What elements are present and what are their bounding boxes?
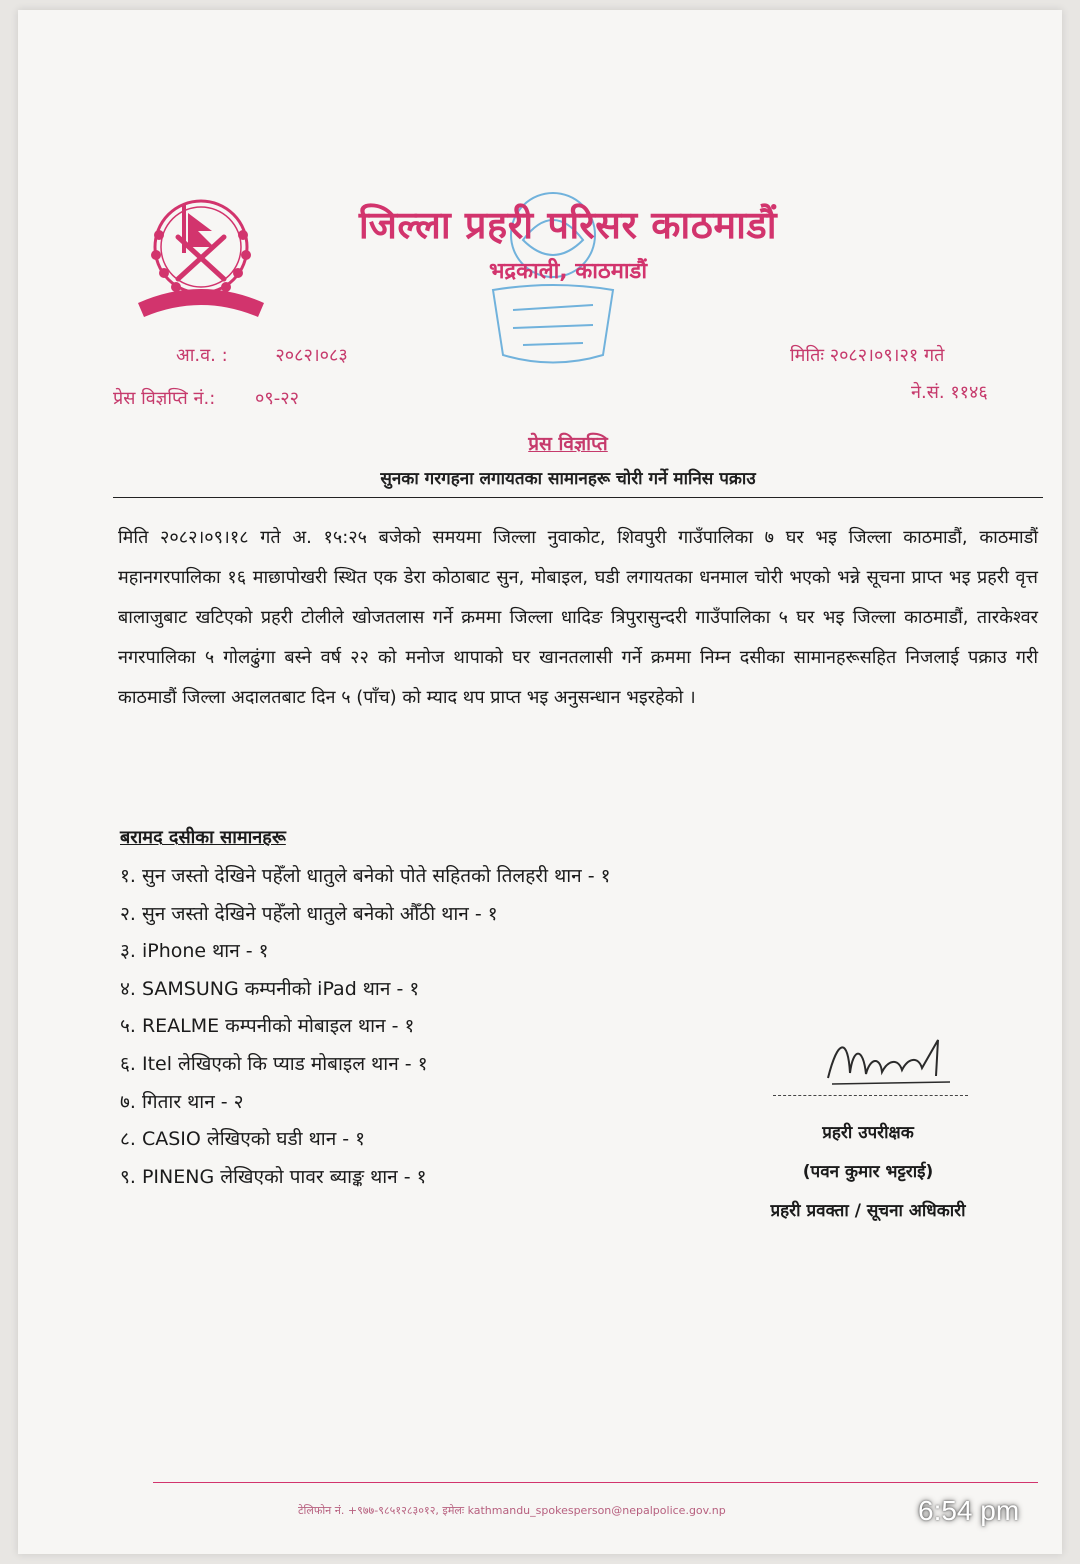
signature-line [773,1095,968,1096]
list-item: ४. SAMSUNG कम्पनीको iPad थान - १ [120,977,420,1000]
press-release-number [113,386,299,410]
recovered-items-title: बरामद दसीका सामानहरू [120,827,286,848]
list-item: ८. CASIO लेखिएको घडी थान - १ [120,1128,366,1151]
signature-icon [818,1028,968,1098]
signatory-block [718,1120,1018,1237]
list-item: ६. Itel लेखिएको कि प्याड मोबाइल थान - १ [120,1052,428,1075]
fiscal-year-label: आ.व. : [176,345,228,366]
office-location: भद्रकाली, काठमाडौं [488,259,648,284]
nepal-sambat-date: ने.सं. ११४६ [911,382,988,403]
document-page [18,10,1062,1554]
notice-subject: सुनका गरगहना लगायतका सामानहरू चोरी गर्ने मानिस पक्राउ [380,469,756,489]
timestamp-overlay: 6:54 pm [918,1495,1020,1526]
press-number-value: ०९-२२ [255,388,299,409]
date: मितिः २०८२।०९।२१ गते [790,345,945,366]
list-item: ७. गितार थान - २ [120,1090,244,1113]
office-name: जिल्ला प्रहरी परिसर काठमाडौं [358,203,778,247]
list-item: ३. iPhone थान - १ [120,940,269,963]
recovered-items-list [120,862,611,1200]
footer-contact: टेलिफोन नं. +९७७-९८५१२८३०१२, इमेलः kathmandu_spokesperson@nepalpolice.gov.np [298,1504,726,1517]
fiscal-year [176,343,348,367]
notice-heading: प्रेस विज्ञप्ति [528,433,608,455]
press-number-label: प्रेस विज्ञप्ति नं.: [113,388,216,409]
list-item: ५. REALME कम्पनीको मोबाइल थान - १ [120,1015,415,1038]
notice-header [98,430,1038,489]
footer-divider [153,1482,1038,1483]
subject-divider [113,497,1043,498]
signatory-designation: प्रहरी उपरीक्षक [822,1123,914,1143]
nepal-police-emblem-icon [126,175,276,325]
list-item: ९. PINENG लेखिएको पावर ब्याङ्क थान - १ [120,1165,427,1188]
fiscal-year-value: २०८२।०८३ [275,345,348,366]
notice-body: मिति २०८२।०९।१८ गते अ. १५:२५ बजेको समयमा जिल्ला नुवाकोट, शिवपुरी गाउँपालिका ७ घर भइ जिल्ला काठमाडौं, काठमाडौं महानगरपालिका १६ माछापोखरी स्थित एक डेरा कोठाबाट सुन, मोबाइल, घडी लगायतका धनमाल चोरी भएको भन्ने सूचना प्राप्त भइ प्रहरी वृत्त बालाजुबाट खटिएको प्रहरी टोलीले खोजतलास गर्ने क्रममा जिल्ला धादिङ त्रिपुरासुन्दरी गाउँपालिका ५ घर भइ जिल्ला काठमाडौं, तारकेश्वर नगरपालिका ५ गोलढुंगा बस्ने वर्ष २२ को मनोज थापाको घर खानतलासी गर्ने क्रममा निम्न दसीका सामानहरूसहित निजलाई पक्राउ गरी काठमाडौं जिल्ला अदालतबाट दिन ५ (पाँच) को म्याद थप प्राप्त भइ अनुसन्धान भइरहेको । [118,527,1038,708]
signatory-role: प्रहरी प्रवक्ता / सूचना अधिकारी [770,1201,966,1221]
list-item: १. सुन जस्तो देखिने पहेँलो धातुले बनेको पोते सहितको तिलहरी थान - १ [120,865,611,887]
signatory-name: (पवन कुमार भट्टराई) [802,1162,934,1182]
list-item: २. सुन जस्तो देखिने पहेँलो धातुले बनेको औँठी थान - १ [120,902,498,925]
